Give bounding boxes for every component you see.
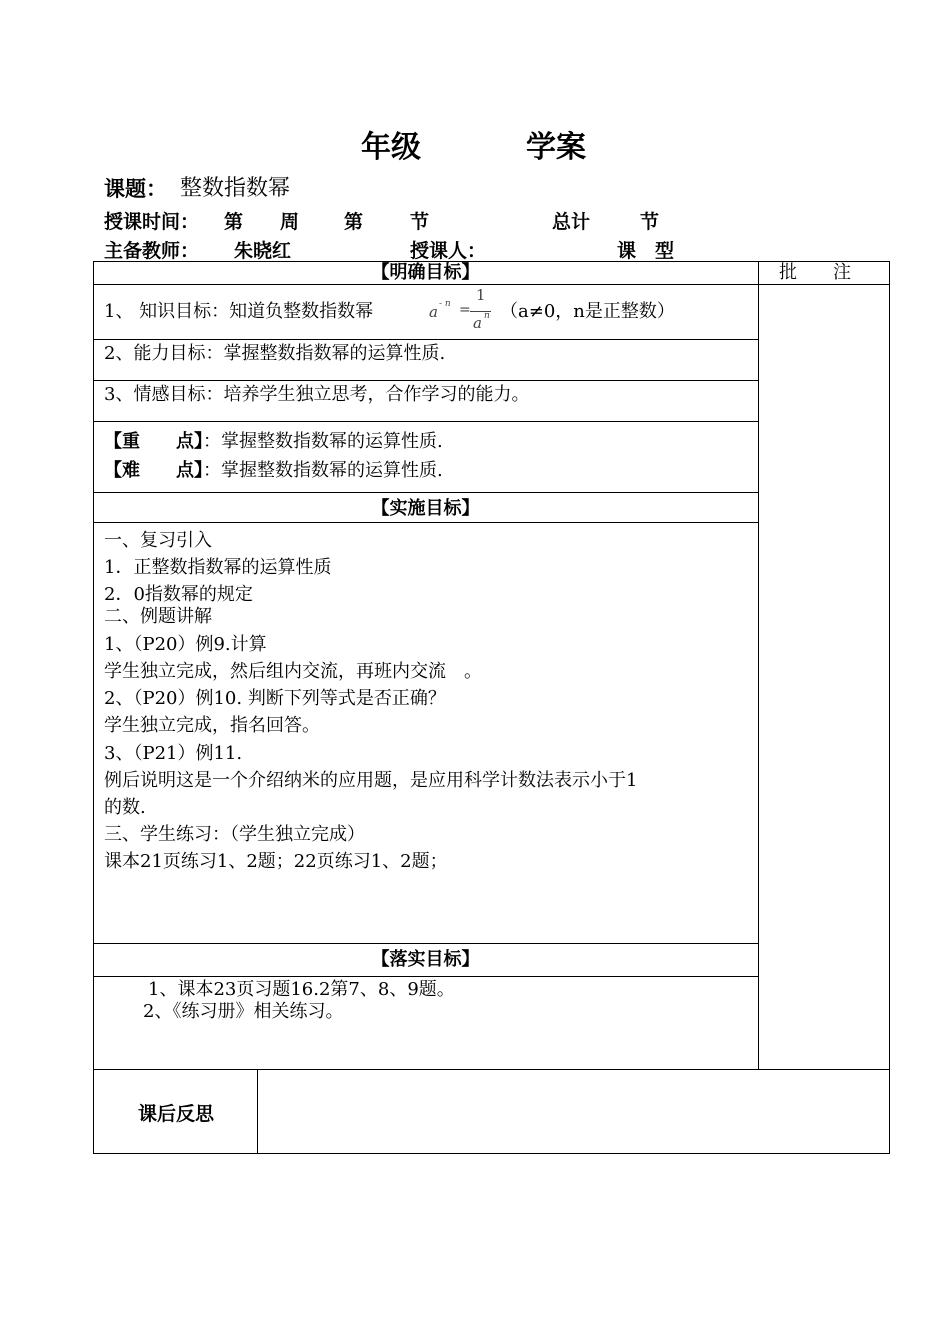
- key-label: 【重 点】: [104, 431, 203, 452]
- title-grade: 年级: [361, 130, 421, 165]
- impl-line: 2、（P20）例10. 判断下列等式是否正确？: [104, 688, 446, 709]
- time-week-prefix: 第: [224, 211, 244, 233]
- rule-remarks-divider: [758, 261, 759, 1069]
- key-text: ：掌握整数指数幂的运算性质.: [203, 431, 443, 452]
- impl-line: 1、（P20）例9.计算: [104, 634, 267, 655]
- rule-goal3: [93, 421, 759, 422]
- practice-title: 【落实目标】: [371, 949, 480, 970]
- goal3: 3、情感目标：培养学生独立思考，合作学习的能力。: [104, 384, 530, 405]
- formula-denominator-exponent: n: [484, 311, 490, 321]
- remarks-header: 批 注: [779, 262, 851, 283]
- rule-right: [889, 261, 890, 1153]
- rule-impl-title: [93, 522, 759, 523]
- time-week-suffix: 周: [280, 211, 300, 233]
- time-label: 授课时间：: [104, 211, 200, 233]
- reflection-label: 课后反思: [138, 1103, 215, 1125]
- impl-line: 1．正整数指数幂的运算性质: [104, 557, 332, 578]
- impl-line: 2．0指数幂的规定: [104, 584, 253, 605]
- reflection-content: [258, 1070, 888, 1152]
- practice-line: 2、《练习册》相关练习。: [143, 1001, 344, 1022]
- topic-label: 课题：: [104, 177, 167, 201]
- formula-numerator: 1: [476, 286, 486, 304]
- formula-exponent: - n: [439, 299, 451, 309]
- impl-line: 学生独立完成，指名回答。: [104, 715, 320, 736]
- title-plan: 学案: [526, 130, 586, 165]
- lecturer-label: 授课人：: [410, 240, 487, 262]
- formula-denominator: a: [473, 314, 482, 332]
- type-label: 课 型: [617, 240, 675, 262]
- impl-line: 学生独立完成，然后组内交流，再班内交流 。: [104, 661, 482, 682]
- time-period-prefix: 第: [344, 211, 364, 233]
- impl-title: 【实施目标】: [371, 498, 480, 519]
- topic-value: 整数指数幂: [180, 176, 291, 201]
- total-suffix: 节: [640, 211, 660, 233]
- goal1-prefix: 1、 知识目标：知道负整数指数幂: [104, 301, 374, 322]
- impl-line: 一、复习引入: [104, 530, 212, 551]
- diff-text: ：掌握整数指数幂的运算性质.: [203, 460, 443, 481]
- key-point: [104, 428, 443, 455]
- total-label: 总计: [552, 211, 591, 233]
- formula-base: a: [429, 303, 438, 321]
- diff-label: 【难 点】: [104, 460, 203, 481]
- rule-header-bottom: [93, 284, 890, 285]
- goal1-suffix: （a≠0，n是正整数）: [500, 301, 675, 322]
- teacher-label: 主备教师：: [104, 240, 200, 262]
- formula-equals: =: [459, 302, 471, 318]
- impl-line: 的数.: [104, 797, 146, 818]
- goals-title: 【明确目标】: [371, 262, 480, 283]
- time-period-suffix: 节: [410, 211, 430, 233]
- impl-line: 例后说明这是一个介绍纳米的应用题，是应用科学计数法表示小于1: [104, 770, 638, 791]
- rule-keypoints: [93, 492, 759, 493]
- rule-left: [93, 261, 94, 1153]
- difficult-point: [104, 457, 443, 484]
- practice-line: 1、课本23页习题16.2第7、8、9题。: [148, 979, 455, 1000]
- impl-line: 二、例题讲解: [104, 606, 212, 627]
- rule-bottom: [93, 1153, 890, 1154]
- goal2: 2、能力目标：掌握整数指数幂的运算性质.: [104, 343, 446, 364]
- impl-line: 课本21页练习1、2题；22页练习1、2题；: [104, 851, 448, 872]
- impl-line: 三、学生练习：（学生独立完成）: [104, 824, 365, 845]
- teacher-name: 朱晓红: [234, 240, 292, 262]
- rule-impl-body: [93, 943, 759, 944]
- impl-line: 3、（P21）例11.: [104, 743, 243, 764]
